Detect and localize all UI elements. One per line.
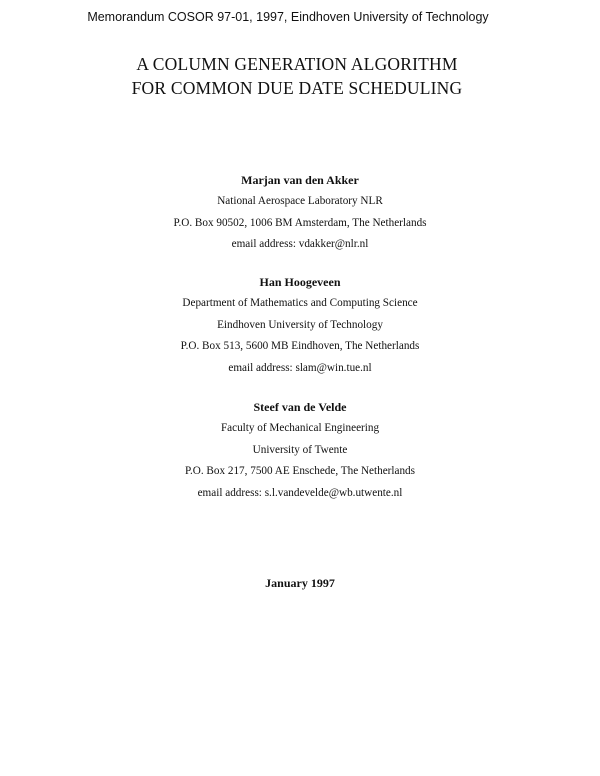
author-email: email address: vdakker@nlr.nl bbox=[231, 238, 369, 250]
author-block-velde bbox=[0, 397, 600, 504]
author-affiliation: National Aerospace Laboratory NLR bbox=[217, 195, 383, 207]
author-affiliation: Eindhoven University of Technology bbox=[217, 318, 383, 331]
author-affiliation: University of Twente bbox=[252, 443, 348, 456]
author-address: P.O. Box 513, 5600 MB Eindhoven, The Netherlands bbox=[180, 340, 420, 352]
author-email: email address: slam@win.tue.nl bbox=[228, 361, 372, 374]
author-block-hoogeveen bbox=[0, 272, 600, 379]
title-line-2: FOR COMMON DUE DATE SCHEDULING bbox=[131, 78, 463, 98]
author-address: P.O. Box 90502, 1006 BM Amsterdam, The Netherlands bbox=[173, 216, 427, 229]
author-name: Han Hoogeveen bbox=[259, 275, 341, 289]
author-name: Steef van de Velde bbox=[253, 400, 347, 414]
author-block-akker bbox=[0, 170, 600, 256]
memorandum-header: Memorandum COSOR 97-01, 1997, Eindhoven University of Technology bbox=[87, 10, 489, 24]
author-email: email address: s.l.vandevelde@wb.utwente.nl bbox=[197, 486, 403, 499]
paper-title bbox=[0, 52, 594, 100]
author-department: Faculty of Mechanical Engineering bbox=[220, 422, 380, 434]
author-department: Department of Mathematics and Computing Science bbox=[182, 297, 418, 309]
author-address: P.O. Box 217, 7500 AE Enschede, The Netherlands bbox=[184, 465, 416, 477]
title-line-1: A COLUMN GENERATION ALGORITHM bbox=[136, 54, 458, 74]
author-name: Marjan van den Akker bbox=[241, 173, 359, 187]
publication-date: January 1997 bbox=[265, 576, 335, 590]
